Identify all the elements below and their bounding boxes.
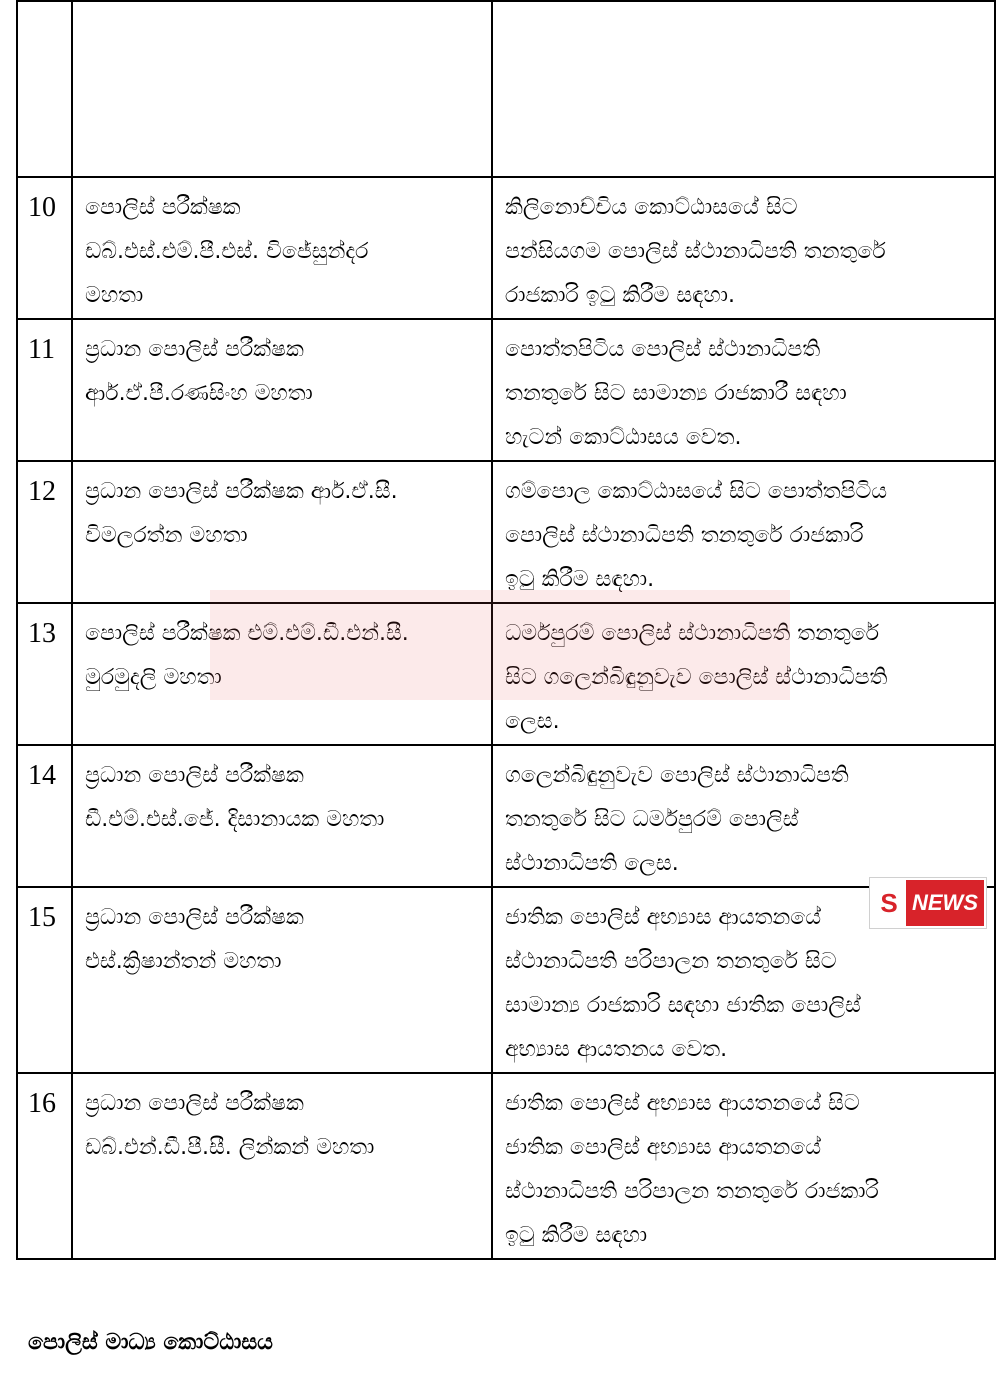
duty-line: ලෙස. — [505, 709, 560, 734]
name-line: ප්‍රධාන පොලිස් පරීක්ෂක — [85, 905, 304, 930]
table-row — [17, 745, 995, 887]
duty-line: ජාතික පොලිස් අභ්‍යාස ආයතනයේ — [505, 905, 822, 930]
officer-name-cell — [72, 177, 492, 319]
officer-name-cell — [72, 887, 492, 1073]
row-number: 13 — [17, 603, 72, 745]
duty-line: සිට ගලෙන්බිඳුනුවැව පොලිස් ස්ථානාධිපති — [505, 665, 888, 690]
duty-line: සාමාන්‍ය රාජකාරි සඳහා ජාතික පොලිස් — [505, 993, 861, 1018]
name-line: පොලිස් පරීක්ෂක එම්.එම්.ඩී.එන්.සී. — [85, 621, 409, 646]
name-line: ඩබ්.එස්.එම්.පී.එස්. විජේසුන්දර — [85, 239, 369, 264]
name-line: ප්‍රධාන පොලිස් පරීක්ෂක — [85, 1091, 304, 1116]
duty-line: ධර්මපුරම් පොලිස් ස්ථානාධිපති තනතුරේ — [505, 621, 880, 646]
duty-line: ඉටු කිරීම සඳහා — [505, 1223, 648, 1248]
name-line: ඩී.එම්.එස්.ජේ. දිසානායක මහතා — [85, 807, 385, 832]
table-row — [17, 177, 995, 319]
row-number: 15 — [17, 887, 72, 1073]
table-row — [17, 319, 995, 461]
transfer-table-body — [17, 1, 995, 1259]
officer-name-cell — [72, 745, 492, 887]
officer-name-cell — [72, 319, 492, 461]
duty-line: හැටන් කොට්ඨාසය වෙත. — [505, 425, 742, 450]
duty-cell — [492, 603, 995, 745]
logo-mark: S — [872, 880, 906, 926]
row-number: 10 — [17, 177, 72, 319]
duty-line: ගම්පොල කොට්ඨාසයේ සිට පොත්තපිටිය — [505, 479, 888, 504]
duty-line: පන්සියගම පොලිස් ස්ථානාධිපති තනතුරේ — [505, 239, 886, 264]
duty-line: ඉටු කිරීම සඳහා. — [505, 567, 655, 592]
duty-cell — [492, 745, 995, 887]
row-number: 12 — [17, 461, 72, 603]
row-number: 14 — [17, 745, 72, 887]
name-line: ප්‍රධාන පොලිස් පරීක්ෂක — [85, 337, 304, 362]
duty-cell — [492, 1, 995, 177]
duty-line: අභ්‍යාස ආයතනය වෙත. — [505, 1037, 728, 1062]
table-row — [17, 461, 995, 603]
officer-name-cell — [72, 1073, 492, 1259]
name-line: ඩබ්.එන්.ඩී.පී.සී. ලින්කන් මහතා — [85, 1135, 375, 1160]
table-row — [17, 1, 995, 177]
name-line: ප්‍රධාන පොලිස් පරීක්ෂක — [85, 763, 304, 788]
duty-line: පොලිස් ස්ථානාධිපති තනතුරේ රාජකාරි — [505, 523, 864, 548]
row-number: 16 — [17, 1073, 72, 1259]
officer-name-cell — [72, 461, 492, 603]
name-line: මහතා — [85, 283, 144, 308]
officer-name-cell — [72, 1, 492, 177]
table-row — [17, 603, 995, 745]
duty-line: ජාතික පොලිස් අභ්‍යාස ආයතනයේ සිට — [505, 1091, 860, 1116]
duty-line: ස්ථානාධිපති පරිපාලන තනතුරේ රාජකාරි — [505, 1179, 879, 1204]
officer-name-cell — [72, 603, 492, 745]
duty-line: ගලෙන්බිඳුනුවැව පොලිස් ස්ථානාධිපති — [505, 763, 849, 788]
footer-title: පොලිස් මාධ්‍ය කොට්ඨාසය — [28, 1330, 273, 1355]
row-number — [17, 1, 72, 177]
duty-line: ජාතික පොලිස් අභ්‍යාස ආයතනයේ — [505, 1135, 822, 1160]
duty-line: පොත්තපිටිය පොලිස් ස්ථානාධිපති — [505, 337, 821, 362]
duty-line: තනතුරේ සිට සාමාන්‍ය රාජකාරී සඳහා — [505, 381, 847, 406]
transfer-table — [16, 0, 996, 1260]
duty-line: තනතුරේ සිට ධර්මපුරම් පොලිස් — [505, 807, 799, 832]
news-logo — [870, 878, 986, 928]
duty-cell — [492, 177, 995, 319]
duty-cell — [492, 319, 995, 461]
duty-line: රාජකාරි ඉටු කිරීම සඳහා. — [505, 283, 735, 308]
table-row — [17, 1073, 995, 1259]
name-line: පොලිස් පරීක්ෂක — [85, 195, 241, 220]
duty-cell — [492, 461, 995, 603]
name-line: විමලරත්න මහතා — [85, 523, 248, 548]
name-line: මුරමුදලි මහතා — [85, 665, 222, 690]
table-row — [17, 887, 995, 1073]
duty-line: ස්ථානාධිපති පරිපාලන තනතුරේ සිට — [505, 949, 837, 974]
duty-line: ස්ථානාධිපති ලෙස. — [505, 851, 679, 876]
logo-text: NEWS — [906, 880, 984, 926]
name-line: ආර්.ඒ.පී.රණසිංහ මහතා — [85, 381, 313, 406]
duty-cell — [492, 1073, 995, 1259]
name-line: ප්‍රධාන පොලිස් පරීක්ෂක ආර්.ඒ.සී. — [85, 479, 398, 504]
name-line: එස්.ක්‍රිෂාන්තන් මහතා — [85, 949, 282, 974]
duty-line: කිලිනොච්චිය කොට්ඨාසයේ සිට — [505, 195, 798, 220]
row-number: 11 — [17, 319, 72, 461]
